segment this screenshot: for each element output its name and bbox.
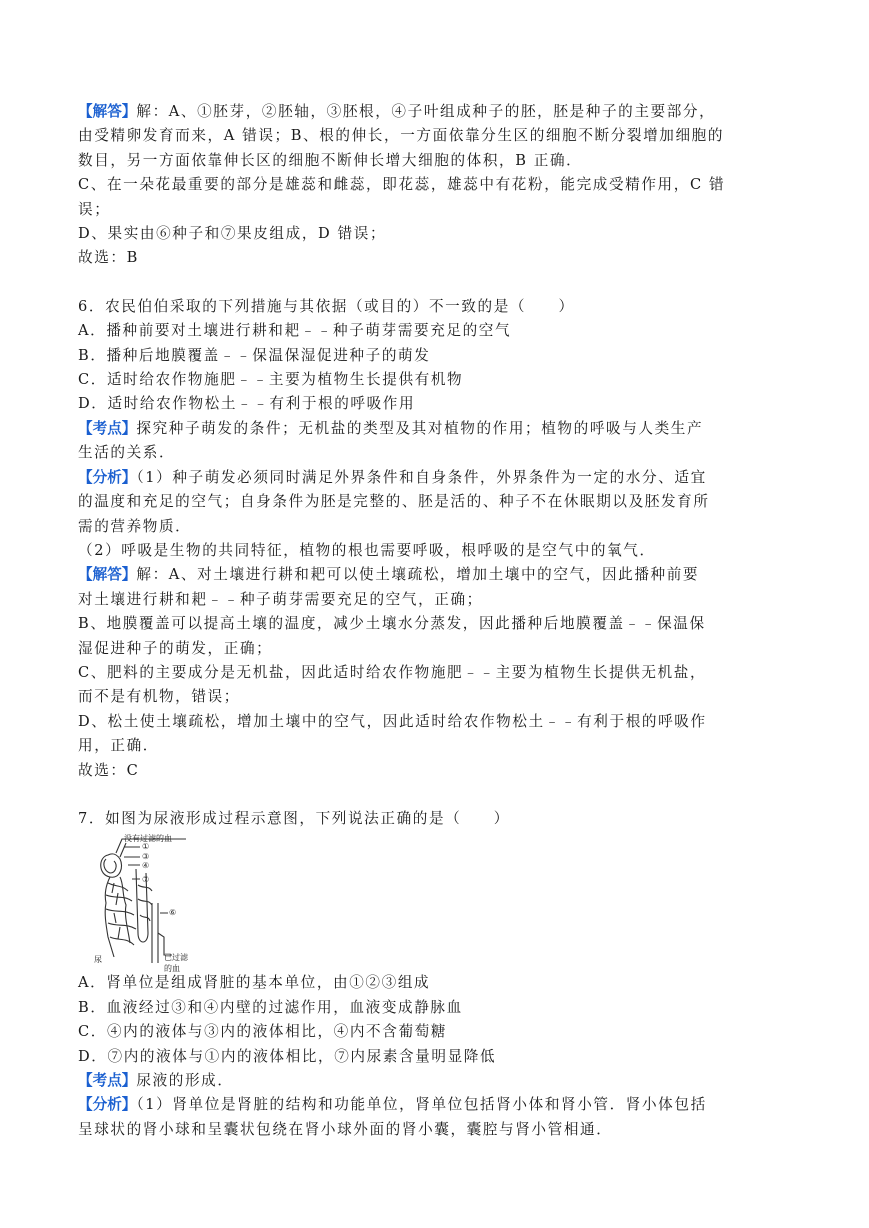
- q5-answer-line: 【解答】解：A、①胚芽，②胚轴，③胚根，④子叶组成种子的胚，胚是种子的主要部分，: [78, 103, 716, 120]
- analysis-tag: 【分析】: [78, 1096, 137, 1114]
- q6-answer-line: 【解答】解：A、对土壤进行耕和耙可以使土壤疏松，增加土壤中的空气，因此播种前要: [78, 566, 700, 584]
- q6-answer-line: 用，正确．: [78, 737, 159, 755]
- q6-answer-line: C、肥料的主要成分是无机盐，因此适时给农作物施肥﹣﹣主要为植物生长提供无机盐，: [78, 663, 707, 681]
- point-tag: 【考点】: [78, 419, 137, 437]
- q6-answer-line: D、松土使土壤疏松，增加土壤中的空气，因此适时给农作物松土﹣﹣有利于根的呼吸作: [78, 712, 707, 730]
- q6-answer-line: 对土壤进行耕和耙﹣﹣种子萌芽需要充足的空气，正确；: [78, 590, 483, 608]
- q6-option-a: A．播种前要对土壤进行耕和耙﹣﹣种子萌芽需要充足的空气: [78, 322, 512, 340]
- figure-marker: ⑥: [169, 908, 177, 918]
- spacer: [78, 271, 793, 295]
- q6-analysis-line: 需的营养物质．: [78, 517, 192, 535]
- q7-option-d: D．⑦内的液体与①内的液体相比，⑦内尿素含量明显降低: [78, 1047, 497, 1065]
- q6-analysis-line: 【分析】（1）种子萌发必须同时满足外界条件和自身条件，外界条件为一定的水分、适宜: [78, 468, 707, 486]
- q5-answer-line: 故选：B: [78, 249, 139, 267]
- figure-marker: ⑦: [142, 875, 150, 885]
- question-7: [78, 807, 793, 1142]
- q7-analysis-line: 呈球状的肾小球和呈囊状包绕在肾小球外面的肾小囊，囊腔与肾小管相通．: [78, 1120, 613, 1138]
- q5-answer-line: D、果实由⑥种子和⑦果皮组成，D 错误；: [78, 225, 387, 243]
- figure-label-top: 没有过滤的血: [124, 834, 172, 844]
- q5-answer-line: 数目，另一方面依靠伸长区的细胞不断伸长增大细胞的体积，B 正确．: [78, 151, 583, 169]
- figure-marker: ④: [142, 861, 150, 871]
- q6-answer-line: 故选：C: [78, 761, 140, 779]
- q7-point-line: 【考点】尿液的形成．: [78, 1072, 234, 1089]
- q7-stem: 7．如图为尿液形成过程示意图，下列说法正确的是（ ）: [78, 809, 510, 827]
- q7-option-b: B．血液经过③和④内壁的过滤作用，血液变成静脉血: [78, 998, 463, 1016]
- q6-answer-line: 湿促进种子的萌发，正确；: [78, 639, 273, 657]
- q5-answer-line: C、在一朵花最重要的部分是雄蕊和雌蕊，即花蕊，雄蕊中有花粉，能完成受精作用，C 错: [78, 176, 726, 194]
- figure-label-bottom: 已过滤的血: [164, 953, 188, 974]
- point-tag: 【考点】: [78, 1072, 137, 1089]
- answer-tag: 【解答】: [78, 103, 137, 120]
- q7-analysis-line: 【分析】（1）肾单位是肾脏的结构和功能单位，肾单位包括肾小体和肾小管．肾小体包括: [78, 1096, 707, 1114]
- q6-answer-line: B、地膜覆盖可以提高土壤的温度，减少土壤水分蒸发，因此播种后地膜覆盖﹣﹣保温保: [78, 615, 706, 633]
- q6-analysis-line: 的温度和充足的空气；自身条件为胚是完整的、胚是活的、种子不在休眠期以及胚发育所: [78, 493, 710, 511]
- q5-answer-line: 由受精卵发育而来，A 错误；B、根的伸长，一方面依靠分生区的细胞不断分裂增加细胞的: [78, 127, 725, 145]
- analysis-tag: 【分析】: [78, 468, 137, 486]
- q6-option-b: B．播种后地膜覆盖﹣﹣保温保湿促进种子的萌发: [78, 346, 431, 364]
- answer-tag: 【解答】: [78, 566, 137, 584]
- q5-answer-block: [78, 100, 793, 271]
- q7-option-a: A．肾单位是组成肾脏的基本单位，由①②③组成: [78, 974, 431, 992]
- q6-analysis-line: （2）呼吸是生物的共同特征，植物的根也需要呼吸，根呼吸的是空气中的氧气．: [78, 541, 656, 559]
- q6-option-d: D．适时给农作物松土﹣﹣有利于根的呼吸作用: [78, 395, 416, 413]
- q6-option-c: C．适时给农作物施肥﹣﹣主要为植物生长提供有机物: [78, 371, 464, 389]
- q7-option-c: C．④内的液体与③内的液体相比，④内不含葡萄糖: [78, 1023, 448, 1041]
- spacer: [78, 783, 793, 807]
- figure-marker: ①: [142, 842, 150, 852]
- figure-label-corner: 尿: [94, 955, 102, 965]
- q5-answer-line: 误；: [78, 200, 111, 218]
- document-page: [78, 100, 793, 1142]
- nephron-diagram: [94, 833, 192, 974]
- question-6: [78, 295, 793, 783]
- q6-stem: 6．农民伯伯采取的下列措施与其依据（或目的）不一致的是（ ）: [78, 297, 575, 315]
- q6-point-line: 【考点】探究种子萌发的条件；无机盐的类型及其对植物的作用；植物的呼吸与人类生产: [78, 419, 704, 437]
- q6-point-line: 生活的关系．: [78, 444, 176, 462]
- q6-answer-line: 而不是有机物，错误；: [78, 688, 240, 706]
- figure-marker: ③: [142, 852, 150, 862]
